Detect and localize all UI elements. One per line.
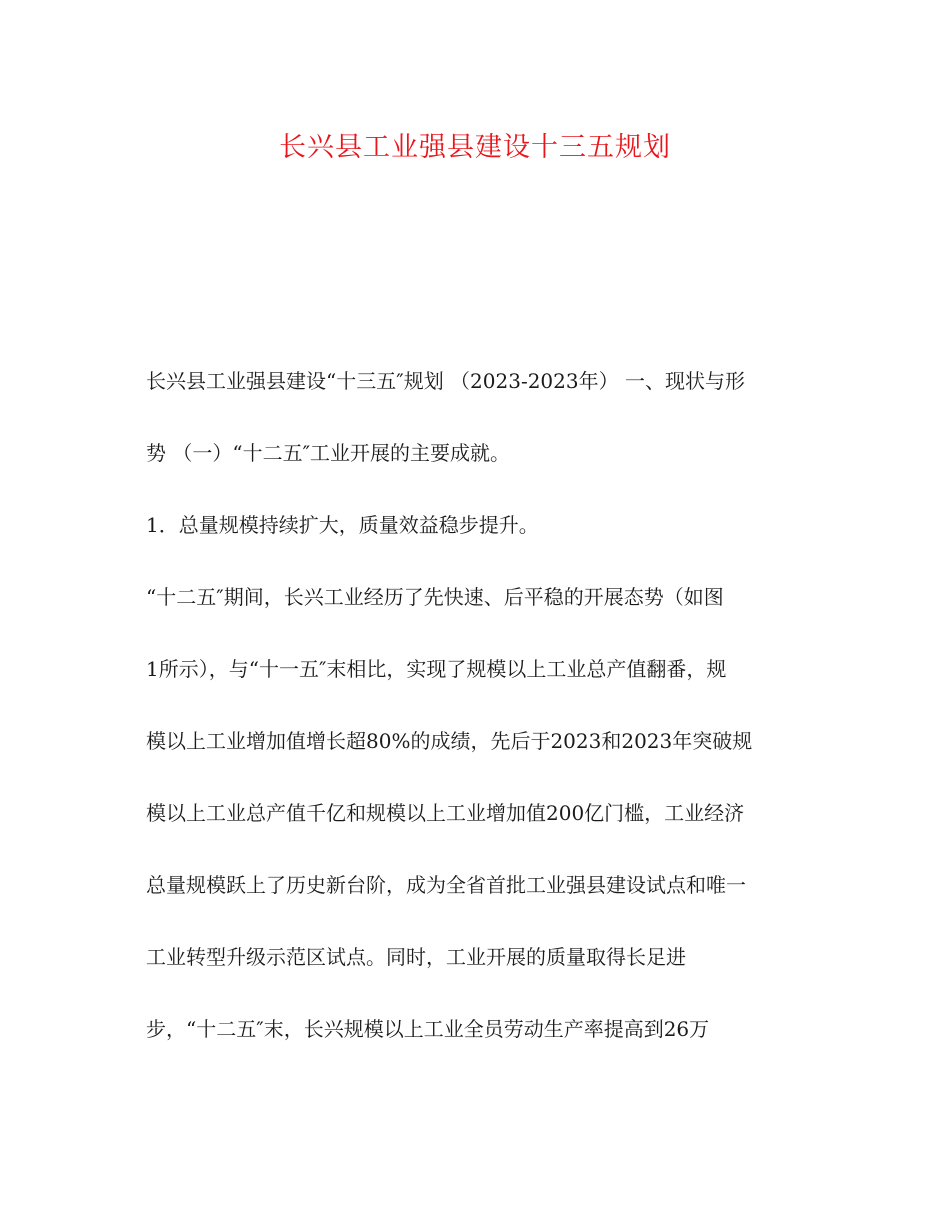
body-text-line: 工业转型升级示范区试点。同时，工业开展的质量取得长足进 <box>146 945 686 969</box>
body-text-line: 模以上工业总产值千亿和规模以上工业增加值200亿门槛，工业经济 <box>146 801 745 825</box>
body-text-line: “十二五″期间，长兴工业经历了先快速、后平稳的开展态势（如图 <box>146 585 724 609</box>
body-text-line: 1所示），与“十一五″末相比，实现了规模以上工业总产值翻番，规 <box>146 657 727 681</box>
document-title: 长兴县工业强县建设十三五规划 <box>279 132 671 163</box>
body-text-line: 1．总量规模持续扩大，质量效益稳步提升。 <box>146 513 539 537</box>
body-text-line: 步，“十二五″末，长兴规模以上工业全员劳动生产率提高到26万 <box>146 1017 710 1041</box>
body-text-line: 模以上工业增加值增长超80%的成绩，先后于2023和2023年突破规 <box>146 729 753 753</box>
body-text-line: 势 （一）“十二五″工业开展的主要成就。 <box>146 441 511 465</box>
body-text-line: 长兴县工业强县建设“十三五″规划 （2023-2023年） 一、现状与形 <box>146 369 745 393</box>
body-text-line: 总量规模跃上了历史新台阶，成为全省首批工业强县建设试点和唯一 <box>146 873 746 897</box>
